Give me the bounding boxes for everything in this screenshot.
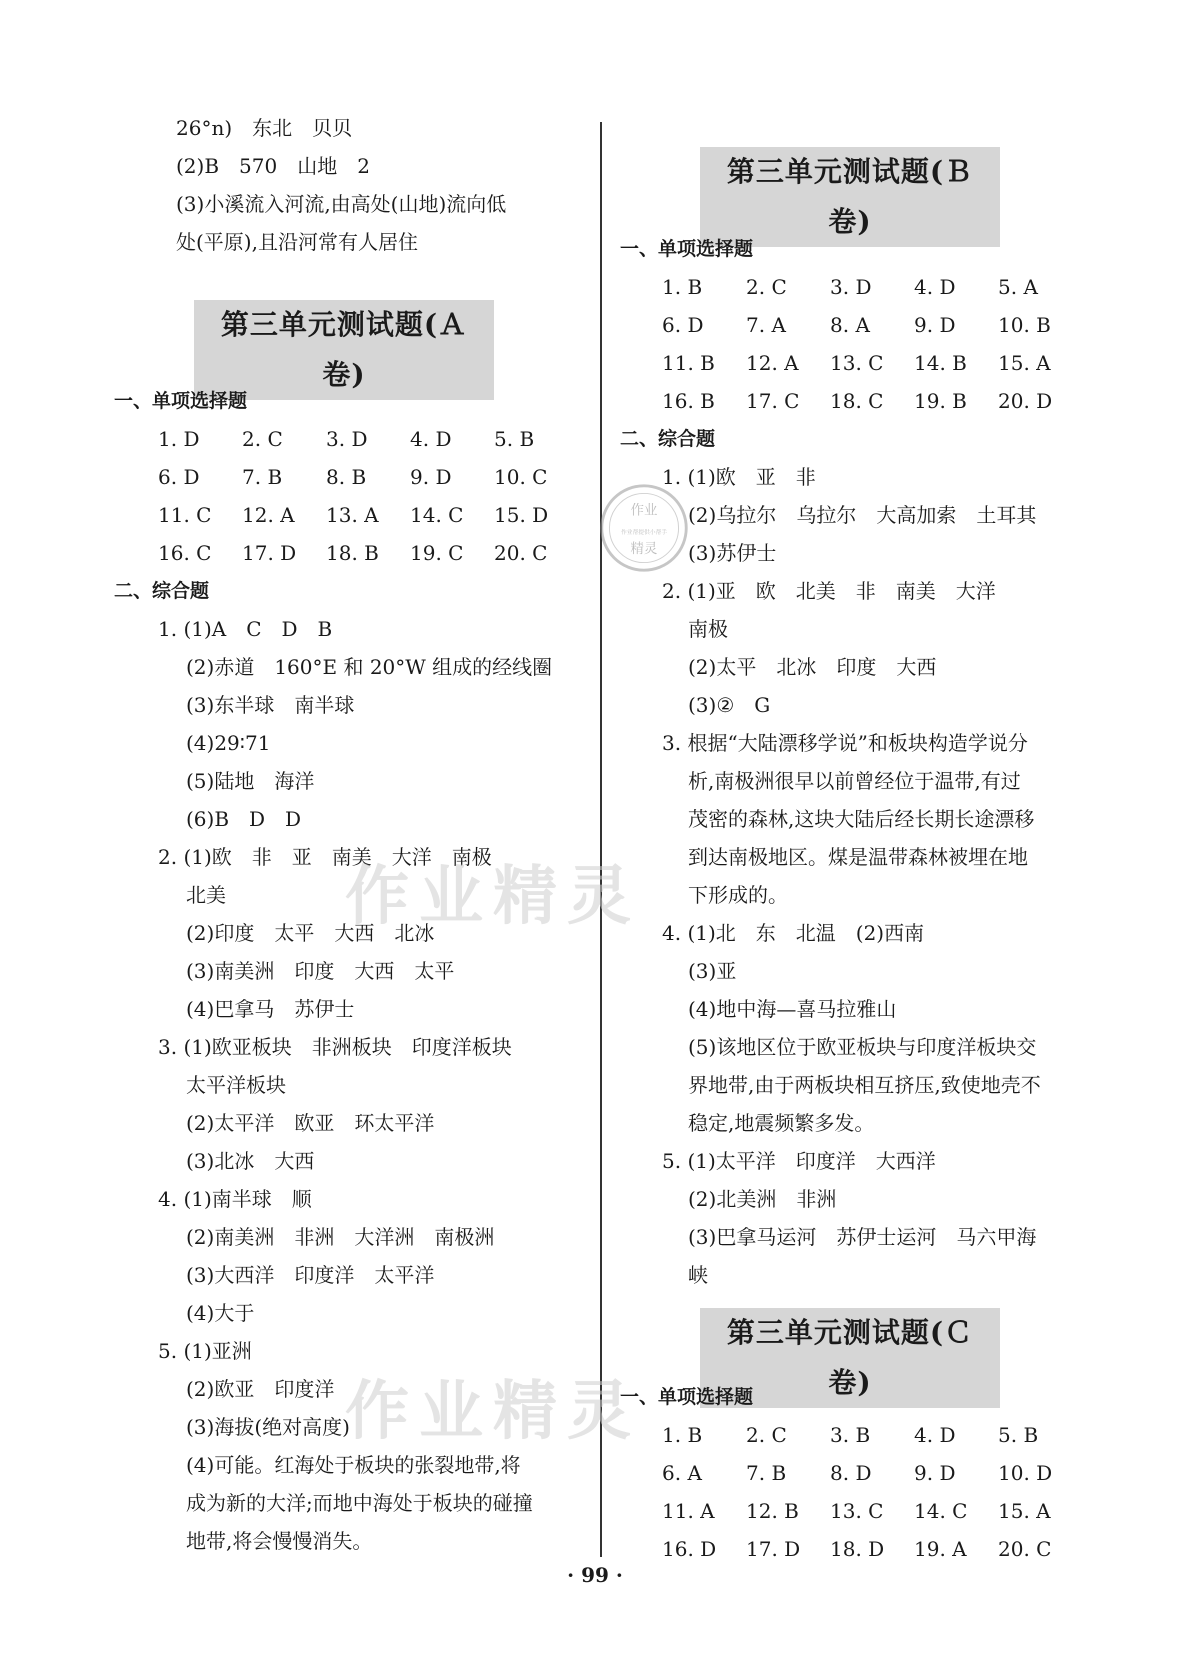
item-line: 到达南极地区。煤是温带森林被埋在地 (688, 845, 1028, 869)
answer: 8. A (830, 313, 870, 337)
answer: 14. C (914, 1499, 968, 1523)
item-line: (5)该地区位于欧亚板块与印度洋板块交 (688, 1035, 1037, 1059)
item-line: 5. (1)太平洋 印度洋 大西洋 (662, 1149, 936, 1173)
item-line: (2)欧亚 印度洋 (186, 1377, 335, 1401)
answer: 18. C (830, 389, 884, 413)
answer: 9. D (914, 313, 956, 337)
section-heading: 二、综合题 (114, 580, 210, 602)
answer: 1. B (662, 275, 703, 299)
answer: 4. D (914, 1423, 956, 1447)
item-line: (3)亚 (688, 959, 737, 983)
section-heading: 一、单项选择题 (114, 390, 248, 412)
section-heading: 一、单项选择题 (620, 1386, 754, 1408)
answer: 20. C (494, 541, 548, 565)
answer: 19. B (914, 389, 967, 413)
answer: 10. C (494, 465, 548, 489)
answer: 9. D (914, 1461, 956, 1485)
answer: 9. D (410, 465, 452, 489)
item-line: 1. (1)A C D B (158, 617, 333, 641)
answer: 11. C (158, 503, 212, 527)
item-line: 太平洋板块 (186, 1073, 286, 1097)
answer: 16. B (662, 389, 715, 413)
item-line: (5)陆地 海洋 (186, 769, 315, 793)
watermark: 作业精灵 (345, 859, 641, 934)
page-number: · 99 · (567, 1563, 623, 1587)
answer: 7. B (242, 465, 283, 489)
item-line: (3)海拔(绝对高度) (186, 1415, 350, 1439)
test-a-banner: 第三单元测试题(Ａ 卷) (194, 300, 494, 400)
answer: 12. B (746, 1499, 799, 1523)
item-line: 2. (1)欧 非 亚 南美 大洋 南极 (158, 845, 492, 869)
answer: 12. A (242, 503, 295, 527)
cont-line: (3)小溪流入河流,由高处(山地)流向低 (176, 192, 507, 216)
seal-text-middle: 作业帮提供小帮手 (621, 529, 667, 536)
test-b-banner: 第三单元测试题(Ｂ 卷) (700, 147, 1000, 247)
answer: 5. B (998, 1423, 1039, 1447)
answer: 10. B (998, 313, 1051, 337)
item-line: (4)29∶71 (186, 731, 271, 755)
item-line: 2. (1)亚 欧 北美 非 南美 大洋 (662, 579, 996, 603)
answer: 11. A (662, 1499, 715, 1523)
item-line: (3)② G (688, 693, 771, 717)
answer: 3. D (326, 427, 368, 451)
test-c-banner: 第三单元测试题(Ｃ 卷) (700, 1308, 1000, 1408)
item-line: (2)赤道 160°E 和 20°W 组成的经线圈 (186, 655, 553, 679)
cont-line: 26°n) 东北 贝贝 (176, 116, 353, 140)
watermark-seal-icon (596, 480, 692, 576)
item-line: (4)大于 (186, 1301, 255, 1325)
answer: 3. D (830, 275, 872, 299)
answer: 2. C (746, 275, 787, 299)
item-line: (2)南美洲 非洲 大洋洲 南极洲 (186, 1225, 495, 1249)
answer: 18. B (326, 541, 379, 565)
item-line: (2)太平 北冰 印度 大西 (688, 655, 937, 679)
item-line: (3)南美洲 印度 大西 太平 (186, 959, 455, 983)
answer: 4. D (410, 427, 452, 451)
answer: 11. B (662, 351, 715, 375)
answer: 17. C (746, 389, 800, 413)
answer: 1. B (662, 1423, 703, 1447)
answer: 15. D (494, 503, 549, 527)
item-line: (3)东半球 南半球 (186, 693, 355, 717)
answer: 2. C (746, 1423, 787, 1447)
answer: 8. B (326, 465, 367, 489)
seal-text-top: 作业 (630, 503, 658, 519)
answer: 13. C (830, 1499, 884, 1523)
answer: 1. D (158, 427, 200, 451)
item-line: 地带,将会慢慢消失。 (186, 1529, 373, 1553)
item-line: (3)大西洋 印度洋 太平洋 (186, 1263, 435, 1287)
item-line: (2)北美洲 非洲 (688, 1187, 837, 1211)
item-line: 3. (1)欧亚板块 非洲板块 印度洋板块 (158, 1035, 512, 1059)
answer: 2. C (242, 427, 283, 451)
item-line: 成为新的大洋;而地中海处于板块的碰撞 (186, 1491, 533, 1515)
item-line: (3)苏伊士 (688, 541, 777, 565)
item-line: (6)B D D (186, 807, 302, 831)
item-line: 5. (1)亚洲 (158, 1339, 252, 1363)
item-line: (2)印度 太平 大西 北冰 (186, 921, 435, 945)
answer: 5. B (494, 427, 535, 451)
item-line: (4)可能。红海处于板块的张裂地带,将 (186, 1453, 521, 1477)
answer: 16. C (158, 541, 212, 565)
answer: 10. D (998, 1461, 1053, 1485)
answer: 15. A (998, 1499, 1051, 1523)
item-line: (2)太平洋 欧亚 环太平洋 (186, 1111, 435, 1135)
answer: 16. D (662, 1537, 717, 1561)
answer: 5. A (998, 275, 1038, 299)
item-line: 南极 (688, 617, 728, 641)
item-line: 4. (1)南半球 顺 (158, 1187, 312, 1211)
answer: 20. D (998, 389, 1053, 413)
answer: 17. D (242, 541, 297, 565)
item-line: (2)乌拉尔 乌拉尔 大高加索 土耳其 (688, 503, 1037, 527)
item-line: 4. (1)北 东 北温 (2)西南 (662, 921, 925, 945)
answer: 4. D (914, 275, 956, 299)
answer: 6. A (662, 1461, 702, 1485)
answer: 15. A (998, 351, 1051, 375)
section-heading: 二、综合题 (620, 428, 716, 450)
answer: 12. A (746, 351, 799, 375)
cont-line: (2)B 570 山地 2 (176, 154, 370, 178)
answer: 14. C (410, 503, 464, 527)
answer: 7. A (746, 313, 786, 337)
item-line: 北美 (186, 883, 226, 907)
seal-text-bottom: 精灵 (630, 541, 658, 557)
item-line: (4)地中海—喜马拉雅山 (688, 997, 897, 1021)
item-line: 析,南极洲很早以前曾经位于温带,有过 (688, 769, 1021, 793)
item-line: 下形成的。 (688, 883, 788, 907)
item-line: 峡 (688, 1263, 708, 1287)
answer: 7. B (746, 1461, 787, 1485)
cont-line: 处(平原),且沿河常有人居住 (176, 230, 418, 254)
column-divider (600, 122, 602, 1557)
item-line: 1. (1)欧 亚 非 (662, 465, 816, 489)
item-line: 界地带,由于两板块相互挤压,致使地壳不 (688, 1073, 1041, 1097)
item-line: 稳定,地震频繁多发。 (688, 1111, 875, 1135)
item-line: 茂密的森林,这块大陆后经长期长途漂移 (688, 807, 1035, 831)
answer: 18. D (830, 1537, 885, 1561)
answer: 13. A (326, 503, 379, 527)
watermark: 作业精灵 (345, 1374, 641, 1449)
answer: 8. D (830, 1461, 872, 1485)
answer: 6. D (662, 313, 704, 337)
section-heading: 一、单项选择题 (620, 238, 754, 260)
item-line: (4)巴拿马 苏伊士 (186, 997, 355, 1021)
item-line: (3)北冰 大西 (186, 1149, 315, 1173)
answer: 14. B (914, 351, 967, 375)
answer: 19. A (914, 1537, 967, 1561)
item-line: (3)巴拿马运河 苏伊士运河 马六甲海 (688, 1225, 1037, 1249)
answer: 3. B (830, 1423, 871, 1447)
item-line: 3. 根据“大陆漂移学说”和板块构造学说分 (662, 731, 1028, 755)
answer: 13. C (830, 351, 884, 375)
answer: 17. D (746, 1537, 801, 1561)
answer: 19. C (410, 541, 464, 565)
answer: 20. C (998, 1537, 1052, 1561)
answer: 6. D (158, 465, 200, 489)
